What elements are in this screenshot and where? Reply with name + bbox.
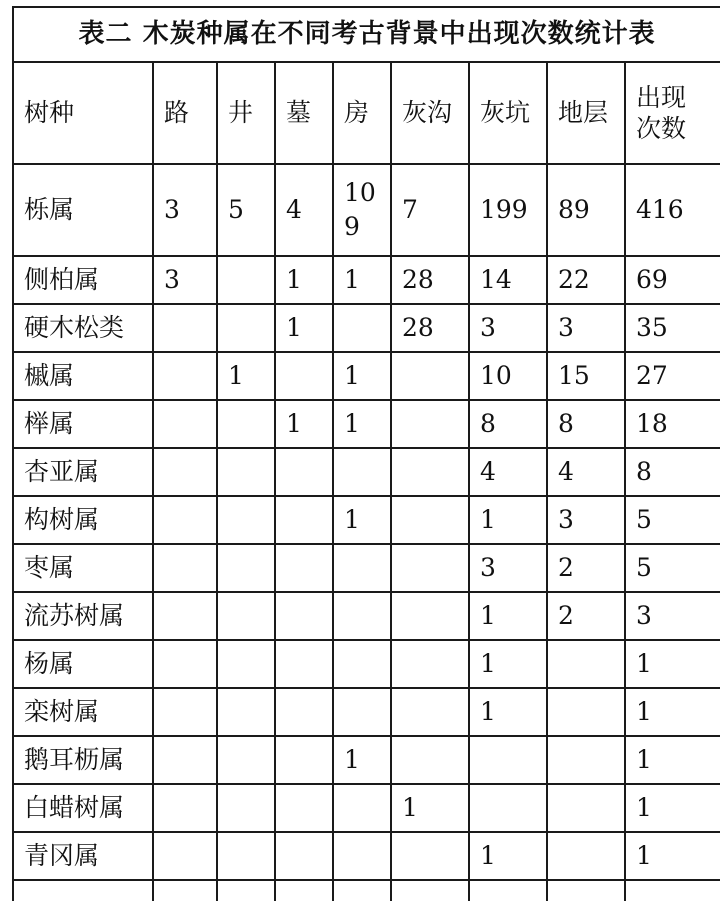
empty-cell bbox=[547, 880, 625, 901]
table-row bbox=[13, 448, 720, 496]
count-cell-ash-pit: 1 bbox=[469, 496, 547, 544]
count-cell-well bbox=[217, 688, 275, 736]
count-cell-house bbox=[333, 592, 391, 640]
count-cell-stratum: 22 bbox=[547, 256, 625, 304]
count-cell-ash-pit: 3 bbox=[469, 544, 547, 592]
header-road: 路 bbox=[153, 62, 217, 164]
count-cell-ash-ditch bbox=[391, 544, 469, 592]
count-cell-tomb: 1 bbox=[275, 304, 333, 352]
count-cell-stratum bbox=[547, 640, 625, 688]
count-cell-ash-pit: 199 bbox=[469, 164, 547, 256]
count-cell-ash-ditch bbox=[391, 352, 469, 400]
count-cell-ash-pit: 8 bbox=[469, 400, 547, 448]
table-row bbox=[13, 352, 720, 400]
count-cell-road bbox=[153, 784, 217, 832]
count-cell-ash-pit: 1 bbox=[469, 832, 547, 880]
count-cell-stratum: 3 bbox=[547, 304, 625, 352]
total-cell: 69 bbox=[625, 256, 720, 304]
count-cell-well bbox=[217, 784, 275, 832]
total-cell: 3 bbox=[625, 592, 720, 640]
count-cell-well bbox=[217, 448, 275, 496]
total-cell: 1 bbox=[625, 784, 720, 832]
species-cell: 槭属 bbox=[13, 352, 153, 400]
species-cell: 杏亚属 bbox=[13, 448, 153, 496]
count-cell-road bbox=[153, 400, 217, 448]
count-cell-ash-ditch: 7 bbox=[391, 164, 469, 256]
count-cell-well bbox=[217, 592, 275, 640]
species-cell: 榉属 bbox=[13, 400, 153, 448]
count-cell-stratum: 4 bbox=[547, 448, 625, 496]
header-stratum: 地层 bbox=[547, 62, 625, 164]
empty-cell bbox=[275, 880, 333, 901]
species-cell: 侧柏属 bbox=[13, 256, 153, 304]
empty-cell bbox=[13, 880, 153, 901]
count-cell-tomb bbox=[275, 448, 333, 496]
count-cell-ash-ditch bbox=[391, 640, 469, 688]
count-cell-tomb: 1 bbox=[275, 400, 333, 448]
header-row bbox=[13, 62, 720, 164]
count-cell-tomb bbox=[275, 544, 333, 592]
count-cell-house bbox=[333, 640, 391, 688]
table-row bbox=[13, 736, 720, 784]
table-row bbox=[13, 592, 720, 640]
species-cell: 白蜡树属 bbox=[13, 784, 153, 832]
count-cell-ash-ditch bbox=[391, 736, 469, 784]
count-value: 109 bbox=[344, 178, 376, 241]
count-cell-road bbox=[153, 736, 217, 784]
species-cell: 流苏树属 bbox=[13, 592, 153, 640]
table-row bbox=[13, 784, 720, 832]
count-cell-ash-ditch: 1 bbox=[391, 784, 469, 832]
count-cell-house bbox=[333, 784, 391, 832]
count-cell-house bbox=[333, 164, 391, 256]
count-cell-ash-ditch bbox=[391, 832, 469, 880]
count-cell-stratum: 2 bbox=[547, 592, 625, 640]
header-species: 树种 bbox=[13, 62, 153, 164]
count-cell-stratum bbox=[547, 832, 625, 880]
count-cell-tomb bbox=[275, 784, 333, 832]
table-row bbox=[13, 400, 720, 448]
empty-cell bbox=[333, 880, 391, 901]
total-cell: 18 bbox=[625, 400, 720, 448]
count-cell-house: 1 bbox=[333, 736, 391, 784]
count-cell-stratum: 2 bbox=[547, 544, 625, 592]
count-cell-house bbox=[333, 448, 391, 496]
header-ash-pit: 灰坑 bbox=[469, 62, 547, 164]
total-cell: 27 bbox=[625, 352, 720, 400]
count-cell-ash-ditch bbox=[391, 688, 469, 736]
empty-cell bbox=[625, 880, 720, 901]
count-cell-stratum bbox=[547, 688, 625, 736]
species-cell: 栎属 bbox=[13, 164, 153, 256]
count-cell-road bbox=[153, 592, 217, 640]
count-cell-house: 1 bbox=[333, 496, 391, 544]
count-cell-road bbox=[153, 304, 217, 352]
total-cell: 1 bbox=[625, 736, 720, 784]
empty-cell bbox=[217, 880, 275, 901]
count-cell-well bbox=[217, 256, 275, 304]
table-title: 表二 木炭种属在不同考古背景中出现次数统计表 bbox=[13, 7, 720, 62]
count-cell-tomb bbox=[275, 496, 333, 544]
table-row-partial bbox=[13, 880, 720, 901]
count-cell-stratum bbox=[547, 784, 625, 832]
total-cell: 8 bbox=[625, 448, 720, 496]
species-cell: 青冈属 bbox=[13, 832, 153, 880]
empty-cell bbox=[391, 880, 469, 901]
count-cell-ash-ditch bbox=[391, 592, 469, 640]
table-row bbox=[13, 256, 720, 304]
count-cell-well bbox=[217, 544, 275, 592]
charcoal-statistics-table bbox=[12, 6, 720, 901]
count-cell-house bbox=[333, 544, 391, 592]
table-row bbox=[13, 688, 720, 736]
species-cell: 构树属 bbox=[13, 496, 153, 544]
species-cell: 鹅耳枥属 bbox=[13, 736, 153, 784]
count-cell-ash-pit: 4 bbox=[469, 448, 547, 496]
count-cell-ash-pit: 1 bbox=[469, 688, 547, 736]
count-cell-tomb: 4 bbox=[275, 164, 333, 256]
species-cell: 枣属 bbox=[13, 544, 153, 592]
count-cell-road: 3 bbox=[153, 256, 217, 304]
count-cell-tomb bbox=[275, 640, 333, 688]
count-cell-tomb: 1 bbox=[275, 256, 333, 304]
total-cell: 5 bbox=[625, 496, 720, 544]
count-cell-house bbox=[333, 688, 391, 736]
empty-cell bbox=[153, 880, 217, 901]
count-cell-ash-pit: 1 bbox=[469, 640, 547, 688]
count-cell-stratum: 8 bbox=[547, 400, 625, 448]
count-cell-ash-pit: 3 bbox=[469, 304, 547, 352]
count-cell-road bbox=[153, 352, 217, 400]
count-cell-tomb bbox=[275, 352, 333, 400]
count-cell-ash-pit bbox=[469, 736, 547, 784]
count-cell-house: 1 bbox=[333, 256, 391, 304]
header-well: 井 bbox=[217, 62, 275, 164]
total-cell: 416 bbox=[625, 164, 720, 256]
count-cell-road bbox=[153, 544, 217, 592]
species-cell: 栾树属 bbox=[13, 688, 153, 736]
count-cell-road bbox=[153, 496, 217, 544]
table-row bbox=[13, 832, 720, 880]
header-ash-ditch: 灰沟 bbox=[391, 62, 469, 164]
count-cell-well bbox=[217, 736, 275, 784]
header-total-line1: 出现 bbox=[636, 82, 687, 112]
header-tomb: 墓 bbox=[275, 62, 333, 164]
count-cell-well: 1 bbox=[217, 352, 275, 400]
count-cell-ash-ditch bbox=[391, 496, 469, 544]
total-cell: 5 bbox=[625, 544, 720, 592]
total-cell: 1 bbox=[625, 688, 720, 736]
count-cell-well: 5 bbox=[217, 164, 275, 256]
count-cell-ash-pit: 14 bbox=[469, 256, 547, 304]
count-cell-stratum: 89 bbox=[547, 164, 625, 256]
table-row bbox=[13, 496, 720, 544]
header-total bbox=[625, 62, 720, 164]
count-cell-tomb bbox=[275, 592, 333, 640]
count-cell-road bbox=[153, 688, 217, 736]
total-cell: 1 bbox=[625, 832, 720, 880]
count-cell-ash-ditch bbox=[391, 448, 469, 496]
count-cell-well bbox=[217, 304, 275, 352]
count-cell-tomb bbox=[275, 736, 333, 784]
species-cell: 杨属 bbox=[13, 640, 153, 688]
count-cell-house: 1 bbox=[333, 400, 391, 448]
count-cell-house bbox=[333, 832, 391, 880]
count-cell-ash-ditch bbox=[391, 400, 469, 448]
count-cell-ash-ditch: 28 bbox=[391, 256, 469, 304]
table-row bbox=[13, 544, 720, 592]
empty-cell bbox=[469, 880, 547, 901]
table-row bbox=[13, 164, 720, 256]
total-cell: 1 bbox=[625, 640, 720, 688]
table-row bbox=[13, 640, 720, 688]
count-cell-ash-pit: 10 bbox=[469, 352, 547, 400]
count-cell-house bbox=[333, 304, 391, 352]
count-cell-well bbox=[217, 640, 275, 688]
total-cell: 35 bbox=[625, 304, 720, 352]
count-cell-well bbox=[217, 496, 275, 544]
count-cell-house: 1 bbox=[333, 352, 391, 400]
count-cell-road bbox=[153, 832, 217, 880]
count-cell-road: 3 bbox=[153, 164, 217, 256]
count-cell-ash-pit bbox=[469, 784, 547, 832]
count-cell-tomb bbox=[275, 688, 333, 736]
count-cell-ash-ditch: 28 bbox=[391, 304, 469, 352]
count-cell-stratum bbox=[547, 736, 625, 784]
header-house: 房 bbox=[333, 62, 391, 164]
count-cell-well bbox=[217, 832, 275, 880]
count-cell-ash-pit: 1 bbox=[469, 592, 547, 640]
count-cell-road bbox=[153, 640, 217, 688]
count-cell-stratum: 3 bbox=[547, 496, 625, 544]
count-cell-well bbox=[217, 400, 275, 448]
species-cell: 硬木松类 bbox=[13, 304, 153, 352]
count-cell-tomb bbox=[275, 832, 333, 880]
table-row bbox=[13, 304, 720, 352]
count-cell-stratum: 15 bbox=[547, 352, 625, 400]
count-cell-road bbox=[153, 448, 217, 496]
header-total-line2: 次数 bbox=[636, 114, 687, 143]
